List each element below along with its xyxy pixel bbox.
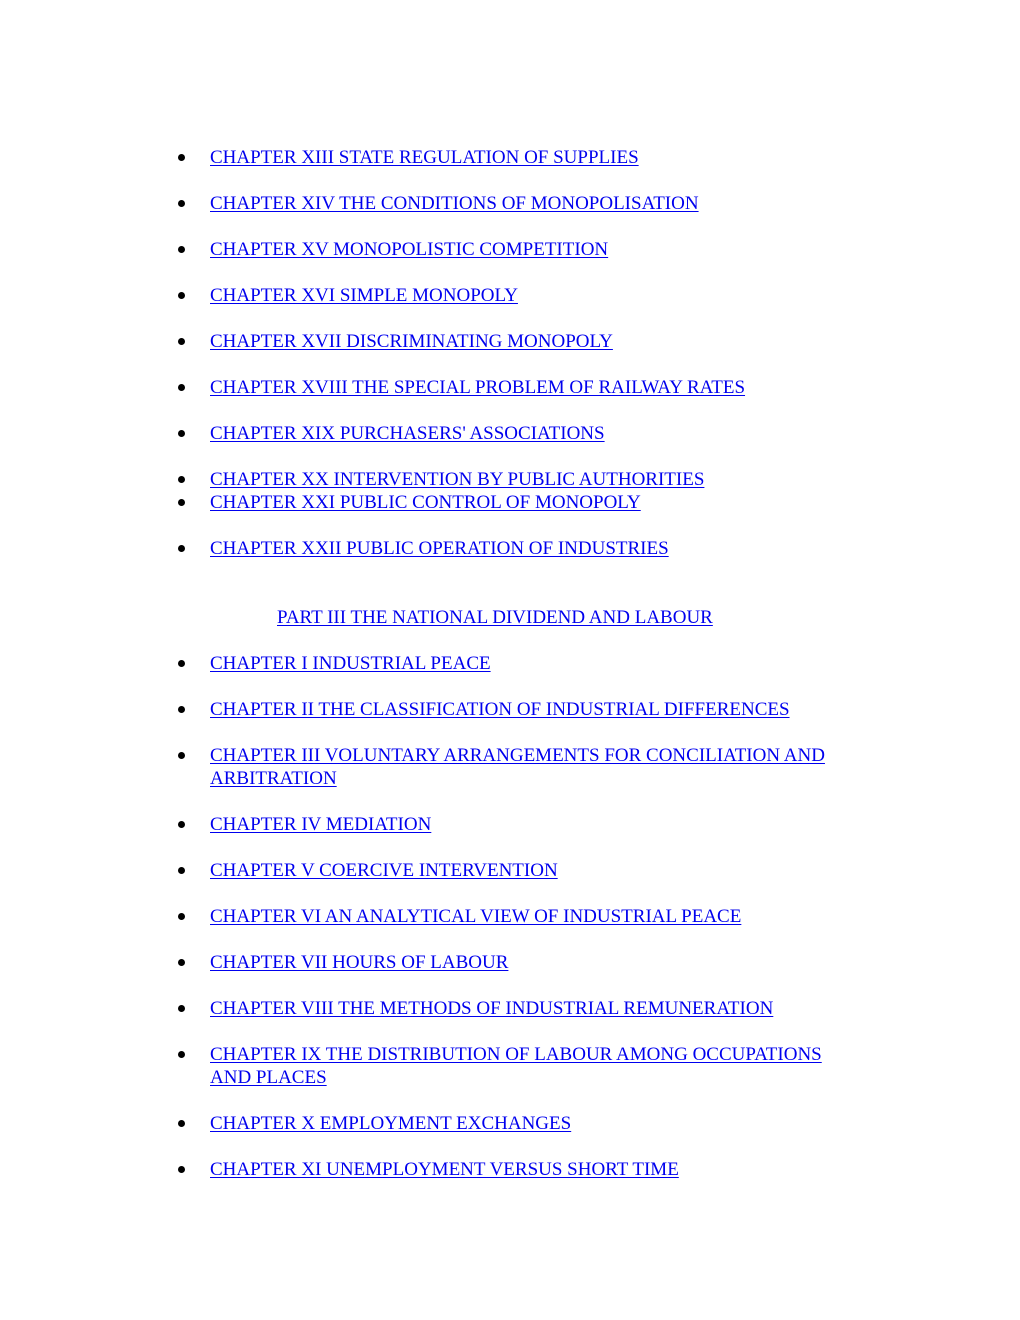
chapter-link[interactable]: CHAPTER IX THE DISTRIBUTION OF LABOUR AMONG OCCUPATIONS: [210, 1044, 822, 1065]
chapter-link[interactable]: CHAPTER XIX PURCHASERS' ASSOCIATIONS: [210, 423, 605, 444]
bullet-icon: [178, 499, 185, 506]
chapter-link[interactable]: CHAPTER XI UNEMPLOYMENT VERSUS SHORT TIME: [210, 1159, 679, 1180]
bullet-icon: [178, 430, 185, 437]
bullet-icon: [178, 867, 185, 874]
bullet-icon: [178, 476, 185, 483]
chapter-link[interactable]: CHAPTER XXII PUBLIC OPERATION OF INDUSTRIES: [210, 538, 669, 559]
chapter-link[interactable]: CHAPTER XV MONOPOLISTIC COMPETITION: [210, 239, 609, 260]
bullet-icon: [178, 246, 185, 253]
bullet-icon: [178, 1005, 185, 1012]
bullet-icon: [178, 1166, 185, 1173]
chapter-link[interactable]: CHAPTER XVIII THE SPECIAL PROBLEM OF RAILWAY RATES: [210, 377, 746, 398]
chapter-link[interactable]: CHAPTER II THE CLASSIFICATION OF INDUSTRIAL DIFFERENCES: [210, 699, 790, 720]
chapter-link[interactable]: CHAPTER XXI PUBLIC CONTROL OF MONOPOLY: [210, 492, 641, 513]
chapter-link[interactable]: CHAPTER XVII DISCRIMINATING MONOPOLY: [210, 331, 613, 352]
bullet-icon: [178, 660, 185, 667]
bullet-icon: [178, 545, 185, 552]
bullet-icon: [178, 821, 185, 828]
chapter-link[interactable]: CHAPTER XIV THE CONDITIONS OF MONOPOLISATION: [210, 193, 699, 214]
part-heading-link[interactable]: PART III THE NATIONAL DIVIDEND AND LABOUR: [277, 607, 713, 628]
bullet-icon: [178, 200, 185, 207]
chapter-link[interactable]: CHAPTER X EMPLOYMENT EXCHANGES: [210, 1113, 572, 1134]
chapter-link[interactable]: CHAPTER VIII THE METHODS OF INDUSTRIAL REMUNERATION: [210, 998, 774, 1019]
chapter-link[interactable]: CHAPTER VI AN ANALYTICAL VIEW OF INDUSTRIAL PEACE: [210, 906, 742, 927]
bullet-icon: [178, 752, 185, 759]
bullet-icon: [178, 706, 185, 713]
chapter-link[interactable]: CHAPTER XIII STATE REGULATION OF SUPPLIES: [210, 147, 639, 168]
bullet-icon: [178, 154, 185, 161]
chapter-link[interactable]: CHAPTER V COERCIVE INTERVENTION: [210, 860, 558, 881]
chapter-link[interactable]: CHAPTER XX INTERVENTION BY PUBLIC AUTHORITIES: [210, 469, 705, 490]
bullet-icon: [178, 292, 185, 299]
bullet-icon: [178, 913, 185, 920]
bullet-icon: [178, 1120, 185, 1127]
chapter-link-continued[interactable]: ARBITRATION: [210, 768, 337, 789]
bullet-icon: [178, 1051, 185, 1058]
chapter-link[interactable]: CHAPTER I INDUSTRIAL PEACE: [210, 653, 491, 674]
bullet-icon: [178, 384, 185, 391]
chapter-link-continued[interactable]: AND PLACES: [210, 1067, 327, 1088]
bullet-icon: [178, 959, 185, 966]
chapter-link[interactable]: CHAPTER VII HOURS OF LABOUR: [210, 952, 509, 973]
bullet-icon: [178, 338, 185, 345]
chapter-link[interactable]: CHAPTER XVI SIMPLE MONOPOLY: [210, 285, 518, 306]
chapter-link[interactable]: CHAPTER IV MEDIATION: [210, 814, 432, 835]
chapter-link[interactable]: CHAPTER III VOLUNTARY ARRANGEMENTS FOR CONCILIATION AND: [210, 745, 825, 766]
